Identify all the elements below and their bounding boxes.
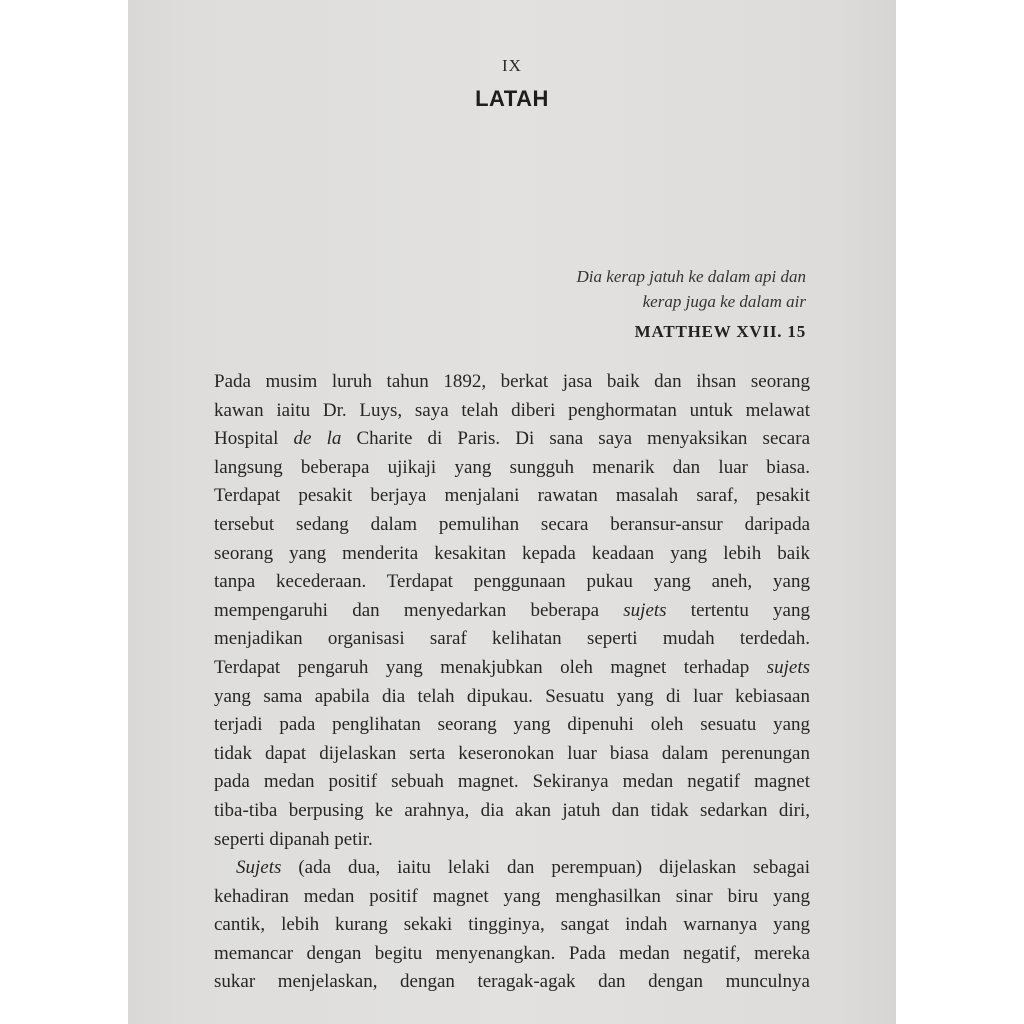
text-line: seperti dipanah petir.: [214, 828, 373, 850]
text-line: Pada musim luruh tahun 1892, berkat jasa baik dan ihsan seorang: [214, 371, 810, 392]
epigraph-source: MATTHEW XVII. 15: [634, 322, 806, 341]
text-line: Terdapat pesakit berjaya menjalani rawatan masalah saraf, pesakit: [214, 485, 810, 507]
text-line: memancar dengan begitu menyenangkan. Pada medan negatif, mereka: [214, 942, 810, 964]
text-run: (ada dua, iaitu lelaki dan perempuan) dijelaskan sebagai: [281, 857, 810, 879]
epigraph-quote: [577, 264, 806, 314]
body-text: [214, 368, 810, 997]
italic-term: sujets: [766, 656, 810, 678]
text-line: [214, 854, 810, 883]
text-line: tiba-tiba berpusing ke arahnya, dia akan jatuh dan tidak sedarkan diri,: [214, 799, 810, 821]
italic-term: Sujets: [236, 857, 282, 879]
text-run: tertentu yang: [666, 599, 810, 621]
epigraph-line: Dia kerap jatuh ke dalam api dan: [576, 267, 806, 286]
paragraph-2: [214, 854, 810, 997]
text-run: Hospital: [214, 428, 294, 450]
text-line: seorang yang menderita kesakitan kepada keadaan yang lebih baik: [214, 542, 810, 564]
text-line: terjadi pada penglihatan seorang yang dipenuhi oleh sesuatu yang: [214, 714, 810, 736]
italic-term: de la: [293, 428, 342, 450]
text-line: sukar menjelaskan, dengan teragak-agak dan dengan munculnya: [214, 971, 810, 993]
epigraph-line: kerap juga ke dalam air: [642, 292, 806, 311]
italic-term: sujets: [623, 599, 667, 621]
text-line: yang sama apabila dia telah dipukau. Sesuatu yang di luar kebiasaan: [214, 685, 810, 707]
text-line: tidak dapat dijelaskan serta keseronokan luar biasa dalam perenungan: [214, 742, 810, 764]
text-line: kehadiran medan positif magnet yang menghasilkan sinar biru yang: [214, 885, 810, 907]
book-page: [128, 0, 896, 1024]
text-run: mempengaruhi dan menyedarkan beberapa: [214, 599, 624, 621]
text-line: [214, 425, 810, 454]
text-line: [214, 597, 810, 626]
chapter-number: IX: [502, 56, 522, 75]
text-line: menjadikan organisasi saraf kelihatan seperti mudah terdedah.: [214, 628, 810, 650]
text-run: Charite di Paris. Di sana saya menyaksikan secara: [341, 428, 810, 450]
text-line: cantik, lebih kurang sekaki tingginya, sangat indah warnanya yang: [214, 914, 810, 936]
text-line: [214, 654, 810, 683]
text-line: pada medan positif sebuah magnet. Sekiranya medan negatif magnet: [214, 771, 810, 793]
text-line: langsung beberapa ujikaji yang sungguh menarik dan luar biasa.: [214, 456, 810, 478]
chapter-title: LATAH: [475, 86, 549, 111]
text-line: tanpa kecederaan. Terdapat penggunaan pukau yang aneh, yang: [214, 571, 810, 593]
text-line: kawan iaitu Dr. Luys, saya telah diberi penghormatan untuk melawat: [214, 399, 810, 421]
text-line: tersebut sedang dalam pemulihan secara beransur-ansur daripada: [214, 513, 810, 535]
text-run: Terdapat pengaruh yang menakjubkan oleh magnet terhadap: [214, 656, 767, 678]
paragraph-1: [214, 368, 810, 854]
